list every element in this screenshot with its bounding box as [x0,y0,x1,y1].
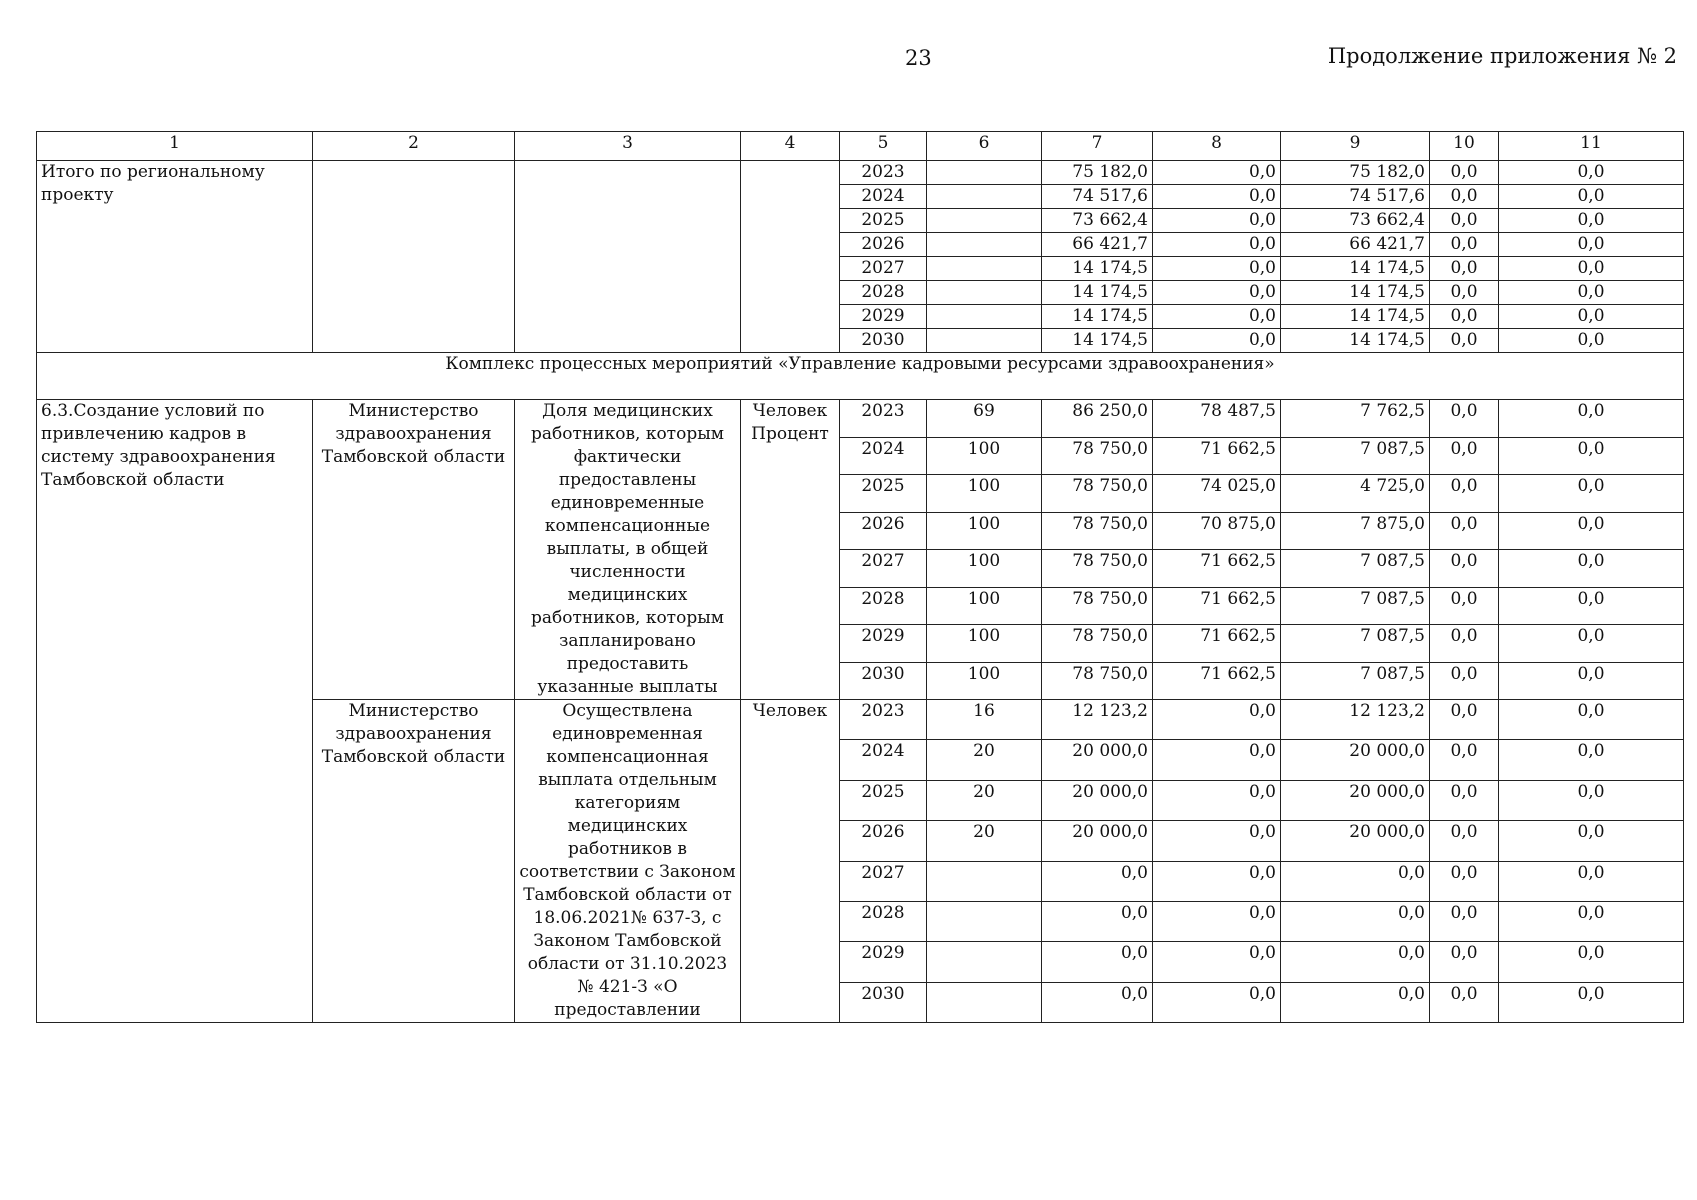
column-header: 9 [1281,132,1430,161]
year-cell: 2024 [840,185,927,209]
federal-amount-cell: 71 662,5 [1153,587,1281,625]
indicator-value-cell: 20 [927,780,1042,820]
year-cell: 2029 [840,625,927,663]
municipal-amount-cell: 0,0 [1430,161,1499,185]
municipal-amount-cell: 0,0 [1430,942,1499,982]
total-amount-cell: 78 750,0 [1042,662,1153,700]
regional-amount-cell: 14 174,5 [1281,329,1430,353]
executor-cell: Министерство здравоохранения Тамбовской области [313,700,515,1023]
municipal-amount-cell: 0,0 [1430,625,1499,663]
regional-amount-cell: 7 087,5 [1281,550,1430,588]
federal-amount-cell: 71 662,5 [1153,437,1281,475]
indicator-value-cell [927,982,1042,1022]
year-row [37,161,1684,185]
federal-amount-cell: 74 025,0 [1153,475,1281,513]
total-amount-cell: 66 421,7 [1042,233,1153,257]
indicator-name-cell: Осуществлена единовременная компенсационная выплата отдельным категориям медицинских работников в соответствии с Законом Тамбовской области от 18.06.2021№ 637-З, с Законом Тамбовской области от 31.10.2023 № 421-З «О предоставлении [515,700,741,1023]
indicator-value-cell: 100 [927,475,1042,513]
federal-amount-cell: 71 662,5 [1153,662,1281,700]
federal-amount-cell: 71 662,5 [1153,625,1281,663]
municipal-amount-cell: 0,0 [1430,437,1499,475]
regional-amount-cell: 7 087,5 [1281,587,1430,625]
year-cell: 2030 [840,982,927,1022]
municipal-amount-cell: 0,0 [1430,587,1499,625]
year-cell: 2024 [840,437,927,475]
municipal-amount-cell: 0,0 [1430,861,1499,901]
indicator-value-cell [927,861,1042,901]
extrabudgetary-amount-cell: 0,0 [1499,512,1684,550]
indicator-value-cell [927,329,1042,353]
indicator-value-cell: 20 [927,740,1042,780]
section-title: Комплекс процессных мероприятий «Управление кадровыми ресурсами здравоохранения» [37,353,1684,400]
extrabudgetary-amount-cell: 0,0 [1499,625,1684,663]
total-amount-cell: 0,0 [1042,942,1153,982]
federal-amount-cell: 0,0 [1153,257,1281,281]
indicator-value-cell [927,901,1042,941]
indicator-value-cell [927,161,1042,185]
municipal-amount-cell: 0,0 [1430,982,1499,1022]
municipal-amount-cell: 0,0 [1430,400,1499,438]
extrabudgetary-amount-cell: 0,0 [1499,550,1684,588]
total-amount-cell: 0,0 [1042,982,1153,1022]
total-amount-cell: 73 662,4 [1042,209,1153,233]
column-header: 6 [927,132,1042,161]
regional-amount-cell: 12 123,2 [1281,700,1430,740]
extrabudgetary-amount-cell: 0,0 [1499,400,1684,438]
total-amount-cell: 14 174,5 [1042,257,1153,281]
extrabudgetary-amount-cell: 0,0 [1499,437,1684,475]
total-amount-cell: 86 250,0 [1042,400,1153,438]
total-amount-cell: 78 750,0 [1042,587,1153,625]
total-amount-cell: 20 000,0 [1042,740,1153,780]
regional-amount-cell: 66 421,7 [1281,233,1430,257]
federal-amount-cell: 0,0 [1153,233,1281,257]
federal-amount-cell: 0,0 [1153,700,1281,740]
municipal-amount-cell: 0,0 [1430,700,1499,740]
year-cell: 2029 [840,305,927,329]
regional-amount-cell: 7 762,5 [1281,400,1430,438]
regional-amount-cell: 14 174,5 [1281,257,1430,281]
year-cell: 2023 [840,700,927,740]
municipal-amount-cell: 0,0 [1430,329,1499,353]
extrabudgetary-amount-cell: 0,0 [1499,281,1684,305]
total-amount-cell: 78 750,0 [1042,550,1153,588]
year-cell: 2028 [840,281,927,305]
empty-cell [741,161,840,353]
federal-amount-cell: 0,0 [1153,982,1281,1022]
municipal-amount-cell: 0,0 [1430,305,1499,329]
municipal-amount-cell: 0,0 [1430,662,1499,700]
extrabudgetary-amount-cell: 0,0 [1499,700,1684,740]
federal-amount-cell: 0,0 [1153,185,1281,209]
column-header: 7 [1042,132,1153,161]
municipal-amount-cell: 0,0 [1430,233,1499,257]
regional-amount-cell: 20 000,0 [1281,821,1430,861]
indicator-value-cell: 20 [927,821,1042,861]
extrabudgetary-amount-cell: 0,0 [1499,942,1684,982]
extrabudgetary-amount-cell: 0,0 [1499,185,1684,209]
indicator-value-cell: 100 [927,512,1042,550]
municipal-amount-cell: 0,0 [1430,550,1499,588]
total-amount-cell: 74 517,6 [1042,185,1153,209]
appendix-continuation-note: Продолжение приложения № 2 [1327,44,1677,68]
federal-amount-cell: 0,0 [1153,209,1281,233]
federal-amount-cell: 0,0 [1153,861,1281,901]
budget-table [36,131,1684,1023]
total-amount-cell: 20 000,0 [1042,780,1153,820]
indicator-value-cell [927,185,1042,209]
total-amount-cell: 75 182,0 [1042,161,1153,185]
federal-amount-cell: 0,0 [1153,821,1281,861]
federal-amount-cell: 0,0 [1153,740,1281,780]
unit-cell: Человек [741,700,840,1023]
executor-cell: Министерство здравоохранения Тамбовской области [313,400,515,700]
municipal-amount-cell: 0,0 [1430,821,1499,861]
extrabudgetary-amount-cell: 0,0 [1499,662,1684,700]
regional-amount-cell: 73 662,4 [1281,209,1430,233]
indicator-value-cell [927,233,1042,257]
year-cell: 2028 [840,901,927,941]
regional-amount-cell: 14 174,5 [1281,305,1430,329]
extrabudgetary-amount-cell: 0,0 [1499,305,1684,329]
regional-amount-cell: 7 875,0 [1281,512,1430,550]
empty-cell [313,161,515,353]
federal-amount-cell: 0,0 [1153,942,1281,982]
year-cell: 2025 [840,475,927,513]
year-cell: 2026 [840,821,927,861]
year-cell: 2026 [840,233,927,257]
section-row [37,353,1684,400]
municipal-amount-cell: 0,0 [1430,281,1499,305]
extrabudgetary-amount-cell: 0,0 [1499,257,1684,281]
unit-cell: Человек Процент [741,400,840,700]
total-amount-cell: 0,0 [1042,901,1153,941]
indicator-value-cell: 69 [927,400,1042,438]
extrabudgetary-amount-cell: 0,0 [1499,587,1684,625]
indicator-value-cell [927,257,1042,281]
indicator-value-cell [927,281,1042,305]
extrabudgetary-amount-cell: 0,0 [1499,475,1684,513]
indicator-value-cell [927,209,1042,233]
column-header: 1 [37,132,313,161]
year-cell: 2029 [840,942,927,982]
indicator-value-cell: 100 [927,662,1042,700]
indicator-value-cell: 100 [927,625,1042,663]
total-amount-cell: 78 750,0 [1042,475,1153,513]
indicator-value-cell [927,942,1042,982]
municipal-amount-cell: 0,0 [1430,901,1499,941]
indicator-value-cell [927,305,1042,329]
column-header: 8 [1153,132,1281,161]
regional-amount-cell: 75 182,0 [1281,161,1430,185]
extrabudgetary-amount-cell: 0,0 [1499,329,1684,353]
indicator-value-cell: 100 [927,437,1042,475]
federal-amount-cell: 0,0 [1153,901,1281,941]
year-cell: 2030 [840,662,927,700]
federal-amount-cell: 0,0 [1153,161,1281,185]
extrabudgetary-amount-cell: 0,0 [1499,861,1684,901]
column-header: 4 [741,132,840,161]
empty-cell [515,161,741,353]
municipal-amount-cell: 0,0 [1430,185,1499,209]
year-cell: 2025 [840,780,927,820]
indicator-value-cell: 100 [927,587,1042,625]
regional-amount-cell: 7 087,5 [1281,625,1430,663]
measure-label: 6.3.Создание условий по привлечению кадров в систему здравоохранения Тамбовской области [37,400,313,1023]
year-cell: 2025 [840,209,927,233]
year-row [37,400,1684,438]
total-amount-cell: 78 750,0 [1042,437,1153,475]
federal-amount-cell: 70 875,0 [1153,512,1281,550]
extrabudgetary-amount-cell: 0,0 [1499,780,1684,820]
total-amount-cell: 20 000,0 [1042,821,1153,861]
municipal-amount-cell: 0,0 [1430,209,1499,233]
regional-amount-cell: 7 087,5 [1281,437,1430,475]
regional-amount-cell: 74 517,6 [1281,185,1430,209]
year-cell: 2023 [840,161,927,185]
regional-amount-cell: 20 000,0 [1281,740,1430,780]
total-amount-cell: 14 174,5 [1042,281,1153,305]
municipal-amount-cell: 0,0 [1430,740,1499,780]
extrabudgetary-amount-cell: 0,0 [1499,740,1684,780]
total-amount-cell: 14 174,5 [1042,329,1153,353]
year-cell: 2024 [840,740,927,780]
year-cell: 2027 [840,550,927,588]
extrabudgetary-amount-cell: 0,0 [1499,161,1684,185]
regional-amount-cell: 4 725,0 [1281,475,1430,513]
page-number: 23 [905,46,932,70]
column-header-row [37,132,1684,161]
column-header: 11 [1499,132,1684,161]
column-header: 2 [313,132,515,161]
municipal-amount-cell: 0,0 [1430,780,1499,820]
indicator-name-cell: Доля медицинских работников, которым фактически предоставлены единовременные компенсационные выплаты, в общей численности медицинских работников, которым запланировано предоставить указанные выплаты [515,400,741,700]
year-cell: 2023 [840,400,927,438]
federal-amount-cell: 0,0 [1153,329,1281,353]
column-header: 3 [515,132,741,161]
year-cell: 2028 [840,587,927,625]
year-cell: 2026 [840,512,927,550]
total-amount-cell: 12 123,2 [1042,700,1153,740]
extrabudgetary-amount-cell: 0,0 [1499,982,1684,1022]
column-header: 5 [840,132,927,161]
municipal-amount-cell: 0,0 [1430,257,1499,281]
total-amount-cell: 78 750,0 [1042,512,1153,550]
extrabudgetary-amount-cell: 0,0 [1499,209,1684,233]
regional-amount-cell: 0,0 [1281,942,1430,982]
extrabudgetary-amount-cell: 0,0 [1499,821,1684,861]
total-amount-cell: 14 174,5 [1042,305,1153,329]
municipal-amount-cell: 0,0 [1430,475,1499,513]
year-cell: 2030 [840,329,927,353]
indicator-value-cell: 16 [927,700,1042,740]
column-header: 10 [1430,132,1499,161]
regional-amount-cell: 0,0 [1281,982,1430,1022]
federal-amount-cell: 78 487,5 [1153,400,1281,438]
indicator-value-cell: 100 [927,550,1042,588]
total-amount-cell: 0,0 [1042,861,1153,901]
regional-amount-cell: 20 000,0 [1281,780,1430,820]
year-cell: 2027 [840,257,927,281]
regional-total-label: Итого по региональному проекту [37,161,313,353]
total-amount-cell: 78 750,0 [1042,625,1153,663]
municipal-amount-cell: 0,0 [1430,512,1499,550]
federal-amount-cell: 0,0 [1153,305,1281,329]
regional-amount-cell: 0,0 [1281,901,1430,941]
regional-amount-cell: 14 174,5 [1281,281,1430,305]
federal-amount-cell: 71 662,5 [1153,550,1281,588]
year-cell: 2027 [840,861,927,901]
federal-amount-cell: 0,0 [1153,780,1281,820]
extrabudgetary-amount-cell: 0,0 [1499,233,1684,257]
federal-amount-cell: 0,0 [1153,281,1281,305]
extrabudgetary-amount-cell: 0,0 [1499,901,1684,941]
regional-amount-cell: 0,0 [1281,861,1430,901]
regional-amount-cell: 7 087,5 [1281,662,1430,700]
